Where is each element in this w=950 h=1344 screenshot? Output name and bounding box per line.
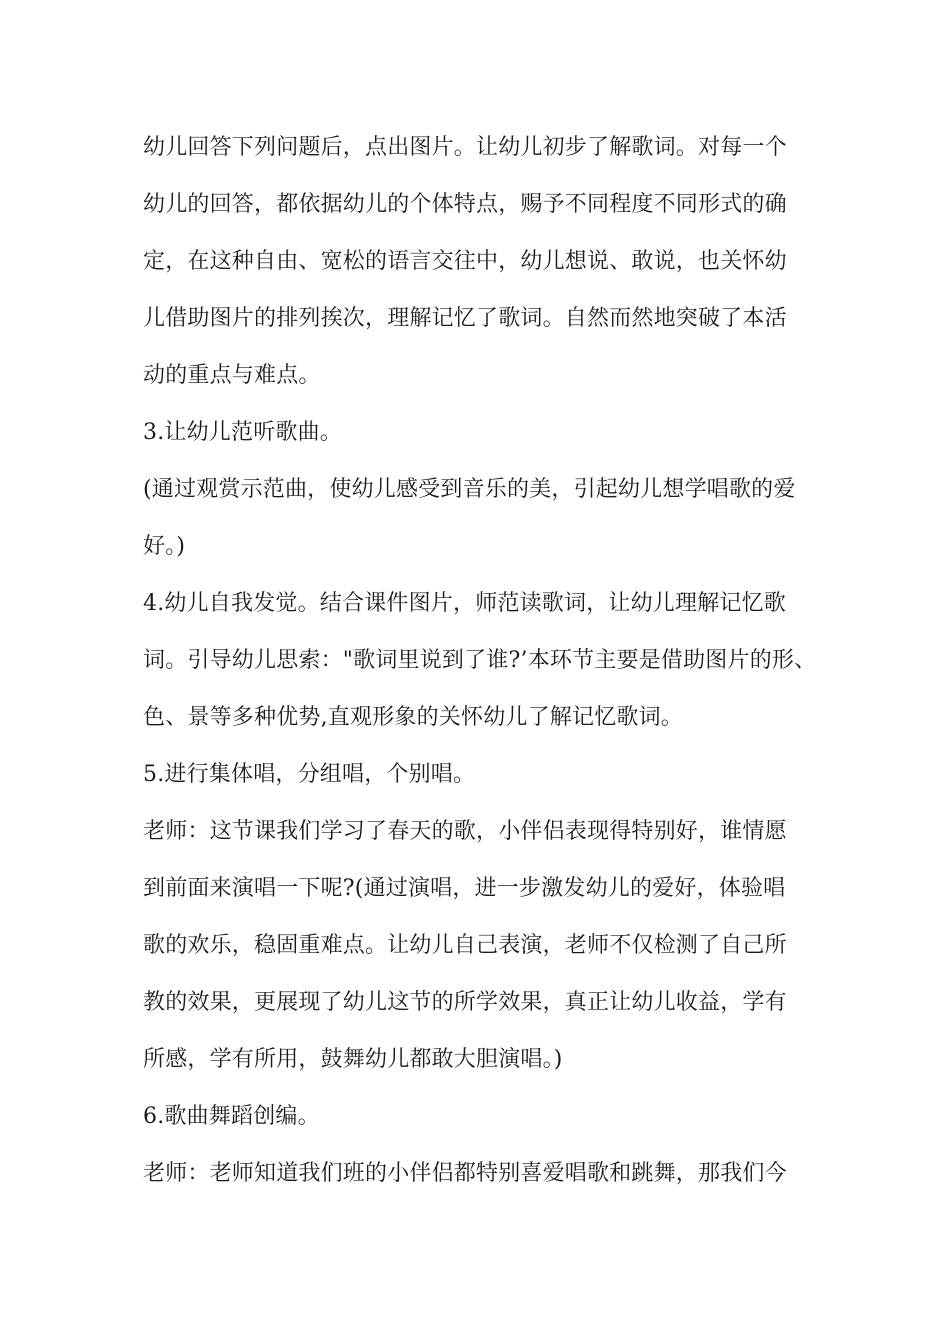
paragraph-line: 色、景等多种优势,直观形象的关怀幼儿了解记忆歌词。 [143,705,683,730]
step-heading: 3.让幼儿范听歌曲。 [143,420,342,445]
paragraph-line: 到前面来演唱一下呢?(通过演唱，进一步激发幼儿的爱好，体验唱 [143,876,786,901]
paragraph-line: 儿借助图片的排列挨次，理解记忆了歌词。自然而然地突破了本活 [143,306,787,331]
paragraph-line: 老师：这节课我们学习了春天的歌，小伴侣表现得特别好，谁情愿 [143,819,787,844]
paragraph-line: 幼儿回答下列问题后，点出图片。让幼儿初步了解歌词。对每一个 [143,135,787,160]
paragraph-line: 幼儿的回答，都依据幼儿的个体特点，赐予不同程度不同形式的确 [143,192,787,217]
paragraph-line: 定，在这种自由、宽松的语言交往中，幼儿想说、敢说，也关怀幼 [143,249,787,274]
paragraph-line: 老师：老师知道我们班的小伴侣都特别喜爱唱歌和跳舞，那我们今 [143,1161,787,1186]
paragraph-line: 好。) [143,534,186,559]
paragraph-line: 所感，学有所用，鼓舞幼儿都敢大胆演唱。) [143,1047,563,1072]
paragraph-line: 教的效果，更展现了幼儿这节的所学效果，真正让幼儿收益，学有 [143,990,787,1015]
paragraph-line: (通过观赏示范曲，使幼儿感受到音乐的美，引起幼儿想学唱歌的爱 [143,477,796,502]
paragraph-line: 词。引导幼儿思索："歌词里说到了谁?’本环节主要是借助图片的形、 [143,648,817,673]
paragraph-line: 动的重点与难点。 [143,363,321,388]
step-heading: 4.幼儿自我发觉。结合课件图片，师范读歌词，让幼儿理解记忆歌 [143,591,786,616]
step-heading: 6.歌曲舞蹈创编。 [143,1104,320,1129]
paragraph-line: 歌的欢乐，稳固重难点。让幼儿自己表演，老师不仅检测了自己所 [143,933,787,958]
step-heading: 5.进行集体唱，分组唱，个别唱。 [143,762,476,787]
